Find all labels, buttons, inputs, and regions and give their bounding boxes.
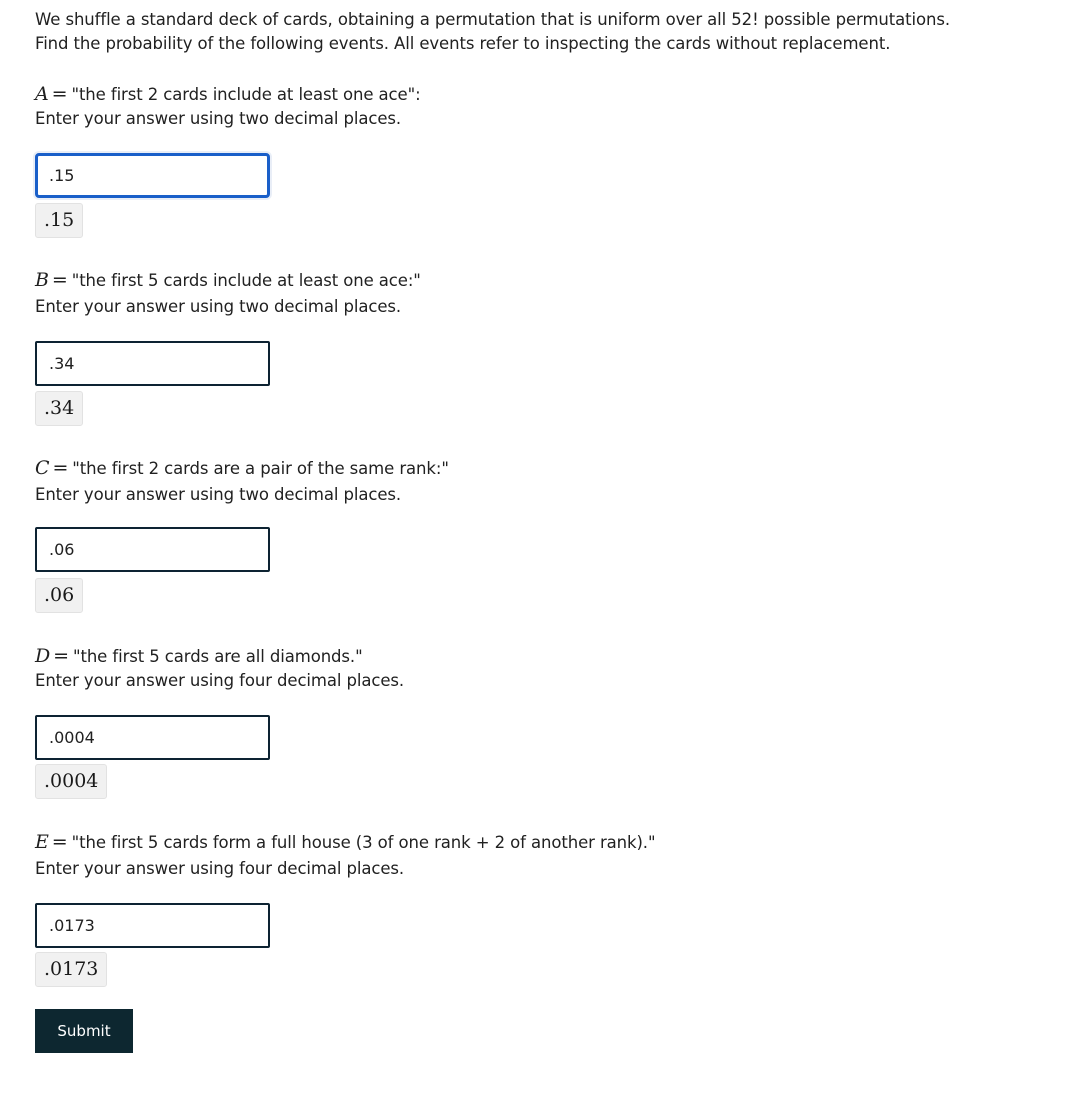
variable-c: C xyxy=(35,457,50,479)
intro-line-1: We shuffle a standard deck of cards, obtaining a permutation that is uniform over all 52! possible permutations. xyxy=(35,10,951,29)
question-e-text: "the first 5 cards form a full house (3 of one rank + 2 of another rank)." xyxy=(71,833,656,852)
question-d-label xyxy=(35,644,404,693)
equals-sign: = xyxy=(52,457,69,479)
question-c-text: "the first 2 cards are a pair of the same rank:" xyxy=(72,459,449,478)
question-d-text: "the first 5 cards are all diamonds." xyxy=(72,647,363,666)
answer-input-e[interactable] xyxy=(35,903,270,948)
answer-preview-e: .0173 xyxy=(35,952,107,987)
equals-sign: = xyxy=(51,831,68,853)
question-b-prompt xyxy=(35,268,421,293)
question-a-label xyxy=(35,82,421,131)
variable-d: D xyxy=(35,645,51,667)
submit-button[interactable]: Submit xyxy=(35,1009,133,1053)
question-c-instruction: Enter your answer using two decimal places. xyxy=(35,485,402,504)
question-e-label xyxy=(35,830,655,881)
question-a-instruction: Enter your answer using two decimal places. xyxy=(35,109,402,128)
intro-line-2: Find the probability of the following events. All events refer to inspecting the cards without replacement. xyxy=(35,34,891,53)
answer-input-c[interactable] xyxy=(35,527,270,572)
equals-sign: = xyxy=(51,83,68,105)
question-e-prompt xyxy=(35,830,655,855)
question-b-text: "the first 5 cards include at least one ace:" xyxy=(71,271,421,290)
variable-e: E xyxy=(35,831,49,853)
question-b-instruction: Enter your answer using two decimal places. xyxy=(35,297,402,316)
answer-input-b[interactable] xyxy=(35,341,270,386)
question-a-prompt xyxy=(35,82,421,107)
answer-preview-c: .06 xyxy=(35,578,83,613)
answer-preview-d: .0004 xyxy=(35,764,107,799)
variable-b: B xyxy=(35,269,49,291)
question-d-instruction: Enter your answer using four decimal places. xyxy=(35,671,405,690)
question-a-text: "the first 2 cards include at least one ace": xyxy=(71,85,421,104)
question-d-prompt xyxy=(35,644,404,669)
question-e-instruction: Enter your answer using four decimal places. xyxy=(35,859,405,878)
answer-preview-a: .15 xyxy=(35,203,83,238)
question-c-prompt xyxy=(35,456,449,481)
variable-a: A xyxy=(35,83,49,105)
problem-page xyxy=(35,8,1065,1040)
equals-sign: = xyxy=(51,269,68,291)
answer-input-a[interactable] xyxy=(35,153,270,198)
question-b-label xyxy=(35,268,421,319)
question-c-label xyxy=(35,456,449,507)
answer-input-d[interactable] xyxy=(35,715,270,760)
problem-intro xyxy=(35,8,1065,56)
answer-preview-b: .34 xyxy=(35,391,83,426)
equals-sign: = xyxy=(53,645,69,667)
